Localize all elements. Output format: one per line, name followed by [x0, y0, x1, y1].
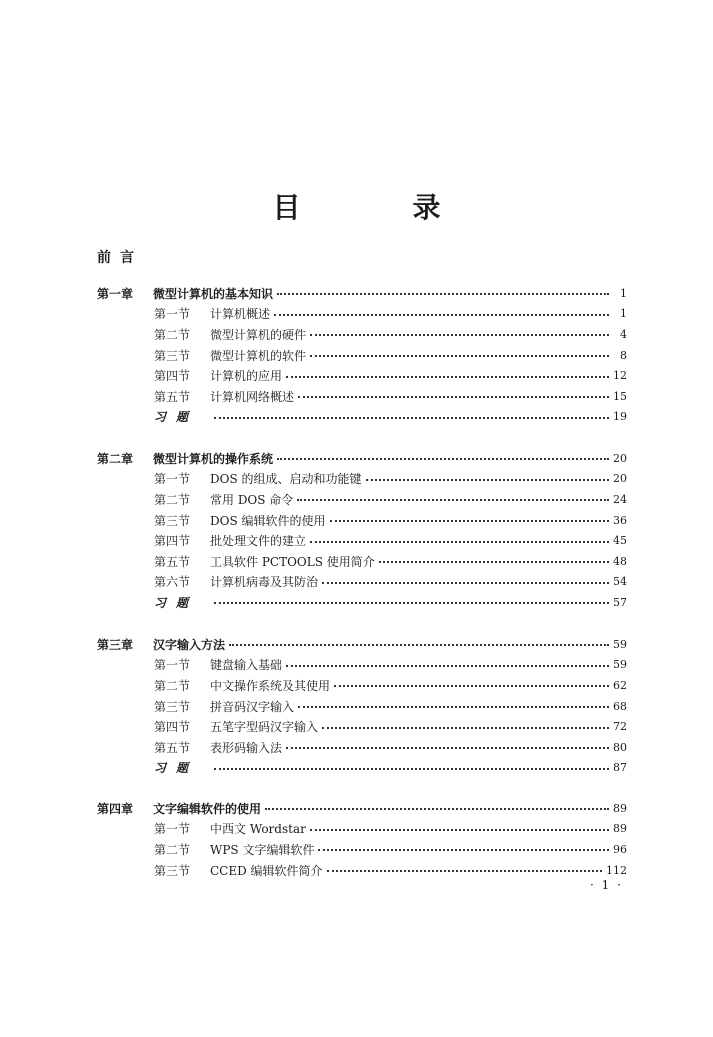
section-entry-title: 批处理文件的建立 [210, 534, 307, 549]
exercise-entry [97, 592, 627, 613]
page-title: 目 录 [272, 191, 483, 224]
section-entry [97, 839, 627, 860]
section-entry-title: 常用 DOS 命令 [210, 492, 294, 507]
section-entry-page: 45 [613, 534, 627, 548]
section-entry [97, 716, 627, 737]
chapter-entry-label: 第四章 [97, 801, 134, 816]
dot-leader [214, 602, 609, 604]
section-entry [97, 469, 627, 490]
section-entry-label: 第六节 [154, 575, 191, 590]
section-entry-title: 表形码输入法 [210, 740, 283, 755]
section-entry-label: 第二节 [154, 678, 191, 693]
section-entry-title: DOS 编辑软件的使用 [210, 513, 326, 528]
section-entry [97, 510, 627, 531]
section-entry [97, 737, 627, 758]
chapter-entry-title: 文字编辑软件的使用 [153, 801, 262, 816]
section-entry-title: 微型计算机的硬件 [210, 327, 307, 342]
section-entry-title: CCED 编辑软件简介 [210, 863, 323, 878]
dot-leader [334, 685, 609, 687]
section-entry-label: 第二节 [154, 327, 191, 342]
section-entry-label: 第一节 [154, 307, 191, 322]
exercise-entry [97, 758, 627, 779]
section-entry-label: 第二节 [154, 842, 191, 857]
section-entry-title: 微型计算机的软件 [210, 348, 307, 363]
section-entry-page: 1 [620, 307, 627, 321]
dot-leader [379, 561, 609, 563]
section-entry-label: 第四节 [154, 720, 191, 735]
chapter-entry-page: 89 [613, 801, 627, 815]
section-entry-label: 第三节 [154, 513, 191, 528]
section-entry-page: 12 [613, 369, 627, 383]
dot-leader [298, 706, 609, 708]
section-entry-title: 中文操作系统及其使用 [210, 678, 331, 693]
dot-leader [310, 334, 609, 336]
section-entry-label: 第四节 [154, 534, 191, 549]
section-entry [97, 675, 627, 696]
dot-leader [214, 417, 609, 419]
chapter-block [97, 798, 627, 880]
section-entry-title: WPS 文字编辑软件 [210, 842, 315, 857]
section-entry [97, 489, 627, 510]
chapter-block [97, 448, 627, 613]
chapter-entry-label: 第二章 [97, 451, 134, 466]
section-entry-title: 拼音码汉字输入 [210, 699, 295, 714]
section-entry-label: 第一节 [154, 658, 191, 673]
chapter-entry [97, 283, 627, 304]
section-entry [97, 551, 627, 572]
section-entry-label: 第一节 [154, 822, 191, 837]
section-entry [97, 530, 627, 551]
section-entry-page: 48 [613, 554, 627, 568]
dot-leader [214, 768, 609, 770]
section-entry-title: DOS 的组成、启动和功能键 [210, 472, 362, 487]
section-entry [97, 572, 627, 593]
section-entry-title: 计算机的应用 [210, 369, 283, 384]
dot-leader [318, 849, 609, 851]
dot-leader [297, 499, 609, 501]
exercise-entry-label: 习题 [154, 410, 199, 425]
chapter-entry-label: 第三章 [97, 637, 134, 652]
chapter-entry [97, 798, 627, 819]
section-entry-label: 第五节 [154, 740, 191, 755]
section-entry-label: 第三节 [154, 699, 191, 714]
dot-leader [322, 582, 609, 584]
section-entry-page: 62 [613, 678, 627, 692]
section-entry-title: 计算机网络概述 [210, 389, 295, 404]
dot-leader [286, 665, 609, 667]
chapter-entry-page: 1 [620, 286, 627, 300]
chapter-block [97, 634, 627, 778]
chapter-entry-title: 汉字输入方法 [153, 637, 226, 652]
chapter-entry-label: 第一章 [97, 286, 134, 301]
chapter-entry-page: 20 [613, 451, 627, 465]
section-entry-label: 第二节 [154, 492, 191, 507]
dot-leader [298, 396, 609, 398]
section-entry-page: 68 [613, 699, 627, 713]
dot-leader [274, 314, 609, 316]
chapter-entry [97, 448, 627, 469]
dot-leader [310, 829, 609, 831]
section-entry-page: 89 [613, 822, 627, 836]
section-entry-page: 80 [613, 740, 627, 754]
exercise-entry-page: 19 [613, 410, 627, 424]
section-entry [97, 324, 627, 345]
section-entry-page: 112 [606, 863, 627, 877]
section-entry-page: 96 [613, 842, 627, 856]
dot-leader [310, 355, 609, 357]
section-entry-label: 第四节 [154, 369, 191, 384]
section-entry-title: 计算机病毒及其防治 [210, 575, 319, 590]
section-entry-title: 计算机概述 [210, 307, 271, 322]
section-entry [97, 365, 627, 386]
section-entry-page: 15 [613, 389, 627, 403]
section-entry-label: 第五节 [154, 389, 191, 404]
section-entry [97, 819, 627, 840]
exercise-entry-page: 87 [613, 761, 627, 775]
exercise-entry-label: 习题 [154, 761, 199, 776]
section-entry-page: 72 [613, 720, 627, 734]
section-entry-title: 键盘输入基础 [210, 658, 283, 673]
section-entry-page: 8 [620, 348, 627, 362]
chapter-entry-title: 微型计算机的基本知识 [153, 286, 274, 301]
section-entry-page: 20 [613, 472, 627, 486]
dot-leader [286, 747, 609, 749]
page-number: · 1 · [590, 878, 623, 892]
dot-leader [322, 727, 609, 729]
chapter-entry [97, 634, 627, 655]
exercise-entry-page: 57 [613, 595, 627, 609]
section-entry [97, 655, 627, 676]
section-entry [97, 386, 627, 407]
exercise-entry [97, 407, 627, 428]
section-entry-label: 第一节 [154, 472, 191, 487]
section-entry-label: 第三节 [154, 863, 191, 878]
section-entry-title: 工具软件 PCTOOLS 使用简介 [210, 554, 375, 569]
section-entry [97, 304, 627, 325]
section-entry-page: 54 [613, 575, 627, 589]
section-entry [97, 696, 627, 717]
dot-leader [229, 644, 609, 646]
section-entry-page: 24 [613, 492, 627, 506]
section-entry-page: 36 [613, 513, 627, 527]
preface-entry: 前言 [97, 250, 143, 266]
section-entry-label: 第五节 [154, 554, 191, 569]
dot-leader [310, 541, 609, 543]
section-entry-title: 五笔字型码汉字输入 [210, 720, 319, 735]
chapter-block [97, 283, 627, 427]
dot-leader [366, 479, 610, 481]
dot-leader [330, 520, 610, 522]
section-entry-title: 中西文 Wordstar [210, 822, 306, 837]
dot-leader [277, 293, 609, 295]
section-entry-page: 4 [620, 327, 627, 341]
section-entry [97, 860, 627, 881]
chapter-entry-page: 59 [613, 637, 627, 651]
dot-leader [277, 458, 609, 460]
exercise-entry-label: 习题 [154, 595, 199, 610]
section-entry-page: 59 [613, 658, 627, 672]
chapter-entry-title: 微型计算机的操作系统 [153, 451, 274, 466]
section-entry [97, 345, 627, 366]
dot-leader [327, 870, 602, 872]
section-entry-label: 第三节 [154, 348, 191, 363]
dot-leader [286, 376, 609, 378]
dot-leader [265, 808, 609, 810]
